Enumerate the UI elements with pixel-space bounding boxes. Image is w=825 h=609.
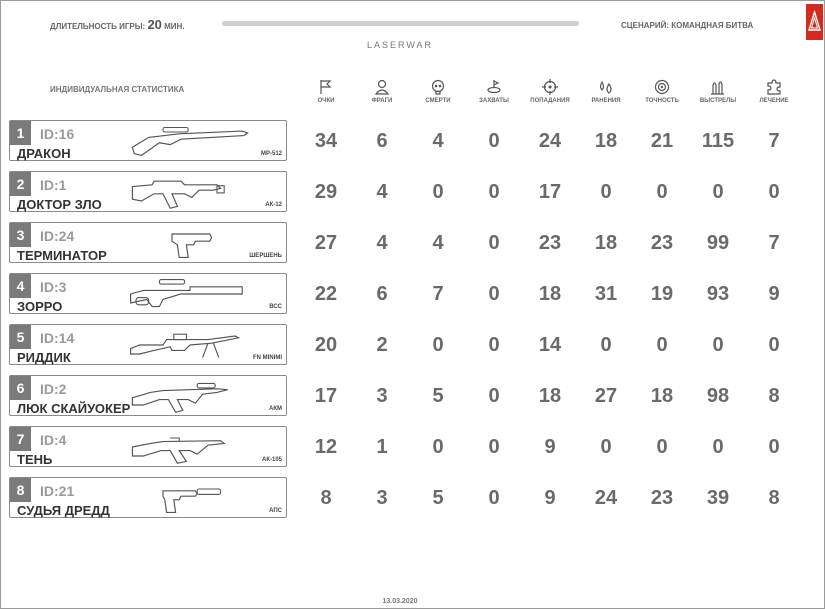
- stat-frags: 3: [376, 385, 388, 407]
- column-header-score: [298, 78, 354, 104]
- player-id: ID:21: [40, 483, 75, 499]
- duration-label: ДЛИТЕЛЬНОСТЬ ИГРЫ:: [50, 22, 146, 31]
- stat-shots: 93: [706, 283, 730, 305]
- player-rank: 6: [10, 376, 31, 400]
- column-label: ЛЕЧЕНИЕ: [759, 98, 789, 104]
- laserwar-wordmark: LASERWAR: [366, 40, 433, 50]
- shotgun-icon: [120, 123, 260, 159]
- stat-deaths: 7: [432, 283, 444, 305]
- flag-icon: [317, 78, 335, 96]
- column-label: ВЫСТРЕЛЫ: [699, 98, 737, 104]
- stat-frags: 1: [376, 436, 388, 458]
- stat-wounds: 24: [594, 487, 618, 509]
- player-name: ДРАКОН: [17, 146, 71, 161]
- stat-deaths: 0: [432, 334, 444, 356]
- drops-icon: [597, 78, 615, 96]
- player-rank: 4: [10, 274, 31, 298]
- stat-healing: 0: [768, 334, 780, 356]
- stat-frags: 6: [376, 283, 388, 305]
- player-id: ID:2: [40, 381, 67, 397]
- stat-accuracy: 18: [650, 385, 674, 407]
- stat-accuracy: 19: [650, 283, 674, 305]
- stat-hits: 9: [544, 436, 556, 458]
- column-label: ЗАХВАТЫ: [479, 98, 509, 104]
- weapon-name: АПС: [269, 508, 282, 514]
- stat-healing: 8: [768, 385, 780, 407]
- weapon-name: АКМ: [269, 406, 282, 412]
- weapon-name: FN MINIMI: [253, 355, 282, 361]
- stat-captures: 0: [488, 385, 500, 407]
- player-card[interactable]: [9, 171, 287, 212]
- player-rank: 1: [10, 121, 31, 145]
- stat-shots: 98: [706, 385, 730, 407]
- column-header-frags: [354, 78, 410, 104]
- column-header-hits: [522, 78, 578, 104]
- player-id: ID:14: [40, 330, 75, 346]
- player-card[interactable]: [9, 222, 287, 263]
- silenced-pistol-icon: [120, 480, 260, 516]
- stat-accuracy: 0: [656, 181, 668, 203]
- stat-captures: 0: [488, 232, 500, 254]
- player-id: ID:3: [40, 279, 67, 295]
- stat-healing: 7: [768, 232, 780, 254]
- column-header-deaths: [410, 78, 466, 104]
- stat-captures: 0: [488, 487, 500, 509]
- stat-wounds: 18: [594, 130, 618, 152]
- stat-wounds: 18: [594, 232, 618, 254]
- player-name: ТЕНЬ: [17, 452, 53, 467]
- stat-accuracy: 0: [656, 436, 668, 458]
- stat-wounds: 0: [600, 181, 612, 203]
- sniper-rifle-icon: [120, 276, 260, 312]
- stat-shots: 39: [706, 487, 730, 509]
- duration-unit: МИН.: [164, 22, 185, 31]
- player-name: ТЕРМИНАТОР: [17, 248, 107, 263]
- pistol-icon: [120, 225, 260, 261]
- stat-frags: 2: [376, 334, 388, 356]
- game-progress-fill: [222, 21, 579, 26]
- stat-hits: 9: [544, 487, 556, 509]
- skull-icon: [429, 78, 447, 96]
- stat-healing: 8: [768, 487, 780, 509]
- duration-value: 20: [147, 17, 162, 32]
- akm-icon: [120, 378, 260, 414]
- weapon-name: ВСС: [269, 304, 282, 310]
- stat-hits: 17: [538, 181, 562, 203]
- stat-shots: 0: [712, 436, 724, 458]
- player-rank: 8: [10, 478, 31, 502]
- capture-icon: [485, 78, 503, 96]
- stat-captures: 0: [488, 283, 500, 305]
- stat-hits: 14: [538, 334, 562, 356]
- stat-frags: 4: [376, 181, 388, 203]
- stat-wounds: 0: [600, 436, 612, 458]
- stat-hits: 18: [538, 385, 562, 407]
- game-duration: [50, 17, 185, 32]
- stat-deaths: 5: [432, 487, 444, 509]
- stat-accuracy: 21: [650, 130, 674, 152]
- stat-wounds: 0: [600, 334, 612, 356]
- stat-healing: 9: [768, 283, 780, 305]
- player-id: ID:24: [40, 228, 75, 244]
- player-name: ДОКТОР ЗЛО: [17, 197, 102, 212]
- player-name: РИДДИК: [17, 350, 71, 365]
- stat-score: 17: [314, 385, 338, 407]
- stat-shots: 0: [712, 181, 724, 203]
- weapon-name: АК-12: [265, 202, 282, 208]
- player-card[interactable]: [9, 120, 287, 161]
- game-date: 13.03.2020: [382, 598, 418, 605]
- column-label: СМЕРТИ: [425, 98, 451, 104]
- column-header-accuracy: [634, 78, 690, 104]
- player-name: ЛЮК СКАЙУОКЕР: [17, 401, 131, 416]
- machine-gun-icon: [120, 327, 260, 363]
- stat-score: 12: [314, 436, 338, 458]
- person-icon: [373, 78, 391, 96]
- player-card[interactable]: [9, 426, 287, 467]
- player-card[interactable]: [9, 273, 287, 314]
- bullets-icon: [709, 78, 727, 96]
- column-header-healing: [746, 78, 802, 104]
- stat-deaths: 4: [432, 130, 444, 152]
- column-header-wounds: [578, 78, 634, 104]
- game-progress-bar: [222, 21, 579, 26]
- stat-deaths: 5: [432, 385, 444, 407]
- player-id: ID:4: [40, 432, 67, 448]
- column-header-captures: [466, 78, 522, 104]
- stat-score: 34: [314, 130, 338, 152]
- stat-healing: 0: [768, 181, 780, 203]
- column-label: ФРАГИ: [371, 98, 393, 104]
- column-label: ТОЧНОСТЬ: [645, 98, 679, 104]
- section-title: ИНДИВИДУАЛЬНАЯ СТАТИСТИКА: [50, 85, 185, 94]
- stat-score: 20: [314, 334, 338, 356]
- stat-captures: 0: [488, 334, 500, 356]
- stat-score: 27: [314, 232, 338, 254]
- stat-frags: 6: [376, 130, 388, 152]
- stat-hits: 23: [538, 232, 562, 254]
- crosshair-icon: [541, 78, 559, 96]
- assault-rifle-icon: [120, 174, 260, 210]
- stat-healing: 0: [768, 436, 780, 458]
- stat-frags: 4: [376, 232, 388, 254]
- scenario-label: СЦЕНАРИЙ: КОМАНДНАЯ БИТВА: [621, 21, 754, 30]
- player-card[interactable]: [9, 375, 287, 416]
- player-rank: 7: [10, 427, 31, 451]
- stat-shots: 0: [712, 334, 724, 356]
- player-id: ID:16: [40, 126, 75, 142]
- column-header-shots: [690, 78, 746, 104]
- stat-score: 22: [314, 283, 338, 305]
- stat-hits: 18: [538, 283, 562, 305]
- ak105-icon: [120, 429, 260, 465]
- stat-score: 8: [320, 487, 332, 509]
- stat-deaths: 0: [432, 181, 444, 203]
- stat-shots: 99: [706, 232, 730, 254]
- stat-wounds: 27: [594, 385, 618, 407]
- player-card[interactable]: [9, 477, 287, 518]
- stat-captures: 0: [488, 436, 500, 458]
- player-card[interactable]: [9, 324, 287, 365]
- weapon-name: ШЕРШЕНЬ: [249, 253, 282, 259]
- stat-deaths: 0: [432, 436, 444, 458]
- column-label: РАНЕНИЯ: [591, 98, 621, 104]
- weapon-name: MP-512: [260, 151, 282, 157]
- stat-deaths: 4: [432, 232, 444, 254]
- stat-frags: 3: [376, 487, 388, 509]
- player-rank: 5: [10, 325, 31, 349]
- player-name: СУДЬЯ ДРЕДД: [17, 503, 110, 518]
- column-label: ПОПАДАНИЯ: [530, 98, 570, 104]
- stat-shots: 115: [701, 130, 735, 152]
- player-rank: 3: [10, 223, 31, 247]
- stat-accuracy: 23: [650, 487, 674, 509]
- puzzle-icon: [765, 78, 783, 96]
- brand-logo-icon: [806, 4, 823, 40]
- stat-accuracy: 23: [650, 232, 674, 254]
- player-name: ЗОРРО: [17, 299, 63, 314]
- player-rank: 2: [10, 172, 31, 196]
- stat-captures: 0: [488, 130, 500, 152]
- stat-hits: 24: [538, 130, 562, 152]
- weapon-name: АК-105: [261, 457, 282, 463]
- stat-accuracy: 0: [656, 334, 668, 356]
- stat-wounds: 31: [594, 283, 618, 305]
- player-id: ID:1: [40, 177, 67, 193]
- target-icon: [653, 78, 671, 96]
- stat-score: 29: [314, 181, 338, 203]
- stat-captures: 0: [488, 181, 500, 203]
- column-label: ОЧКИ: [317, 98, 335, 104]
- stat-healing: 7: [768, 130, 780, 152]
